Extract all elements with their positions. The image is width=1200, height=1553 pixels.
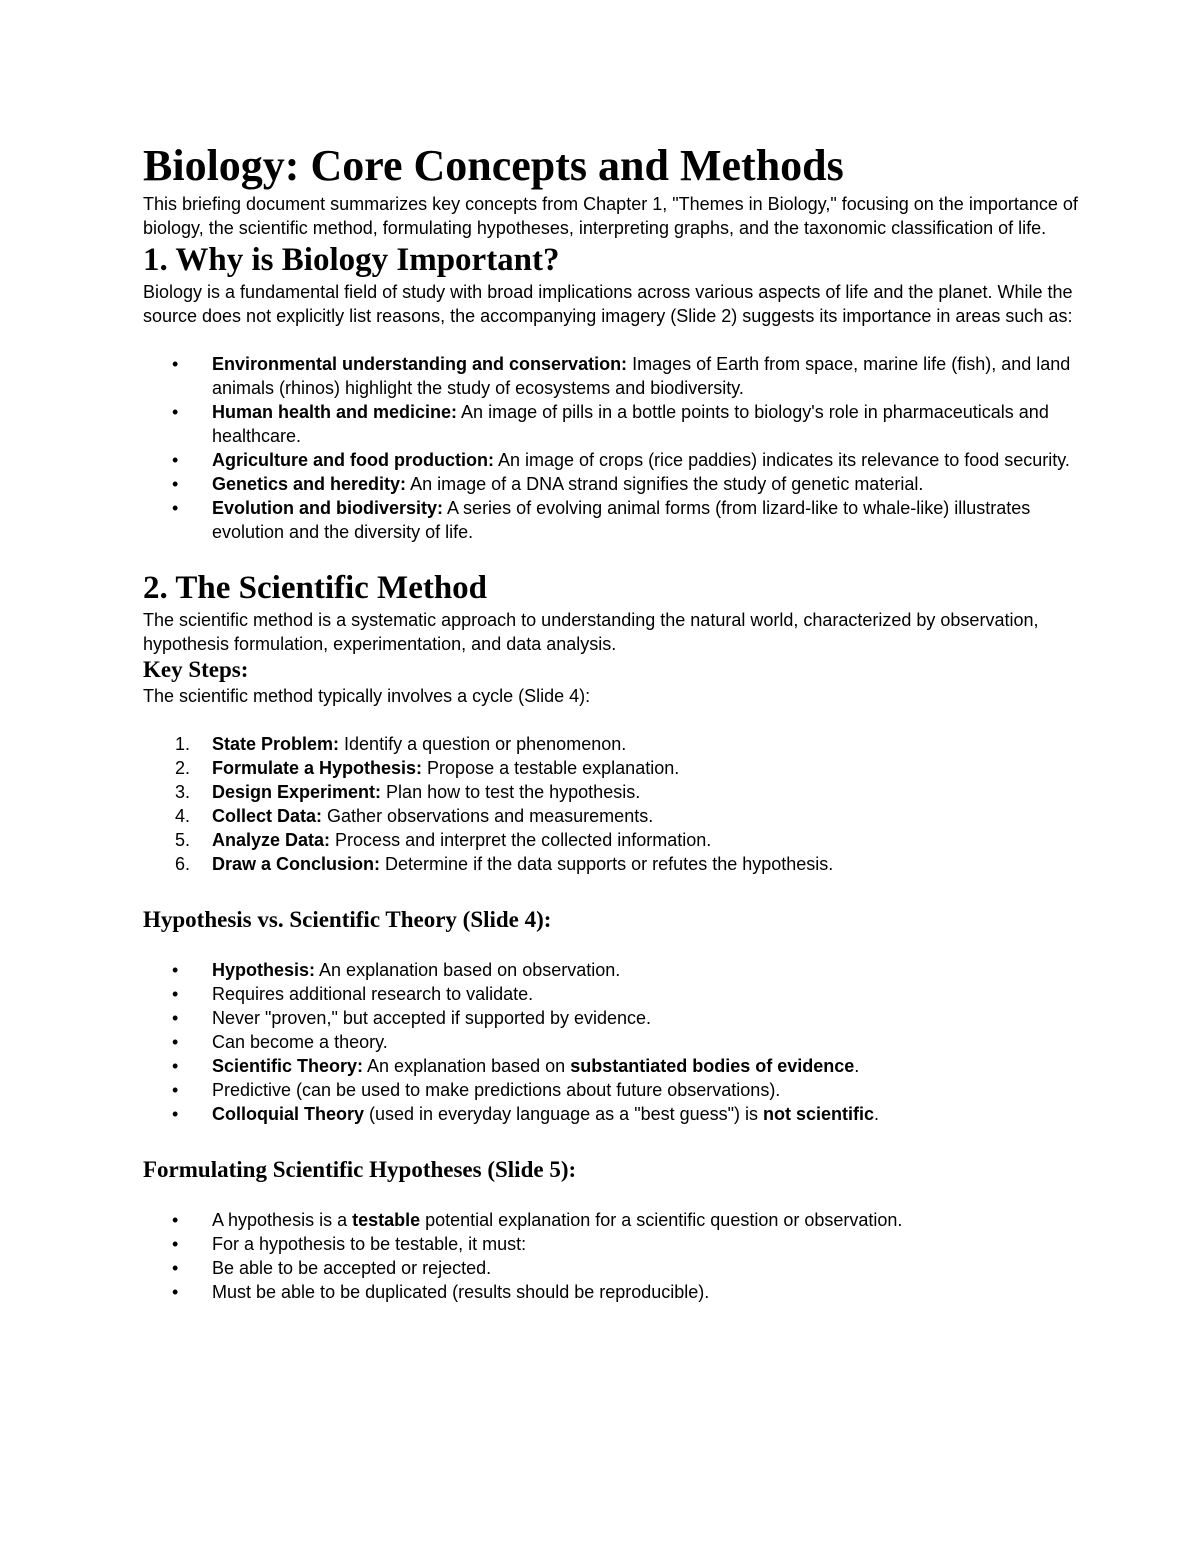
list-item: 1. State Problem: Identify a question or phenomenon. [175,734,627,754]
list-item: 2. Formulate a Hypothesis: Propose a testable explanation. [175,758,680,778]
section-2-body: The scientific method is a systematic approach to understanding the natural world, characterized by observation, hypothesis formulation, experimentation, and data analysis. [143,610,1039,654]
section-1-heading: 1. Why is Biology Important? [143,242,560,278]
list-item: 5. Analyze Data: Process and interpret the collected information. [175,830,712,850]
list-item: • A hypothesis is a testable potential explanation for a scientific question or observation. [172,1210,903,1230]
bullet-icon: • [172,1032,179,1052]
list-item: 4. Collect Data: Gather observations and measurements. [175,806,654,826]
bullet-icon: • [172,960,179,980]
list-item: 3. Design Experiment: Plan how to test the hypothesis. [175,782,641,802]
key-steps-intro: The scientific method typically involves a cycle (Slide 4): [143,686,591,706]
list-item: 6. Draw a Conclusion: Determine if the data supports or refutes the hypothesis. [175,854,834,874]
section-1-body: Biology is a fundamental field of study with broad implications across various aspects of life and the planet. While the source does not explicitly list reasons, the accompanying imagery (Slide 2) suggests its importance in areas such as: [143,282,1073,326]
list-item: • Scientific Theory: An explanation based on substantiated bodies of evidence. [172,1056,860,1076]
bullet-icon: • [172,402,179,422]
bullet-icon: • [172,498,179,518]
bullet-icon: • [172,1056,179,1076]
bullet-icon: • [172,1282,179,1302]
list-item: • Evolution and biodiversity: A series of evolving animal forms (from lizard-like to whale-like) illustrates evolution and the diversity of life. [172,498,1031,542]
document-title: Biology: Core Concepts and Methods [143,141,844,190]
bullet-icon: • [172,1210,179,1230]
hypothesis-vs-theory-list [143,958,1083,1126]
bullet-icon: • [172,1234,179,1254]
bullet-icon: • [172,474,179,494]
formulating-hypotheses-heading: Formulating Scientific Hypotheses (Slide 5): [143,1157,577,1182]
list-item: • For a hypothesis to be testable, it must: [172,1234,527,1254]
formulating-hypotheses-list [143,1208,1083,1304]
list-item: • Colloquial Theory (used in everyday language as a "best guess") is not scientific. [172,1104,880,1124]
list-item: • Never "proven," but accepted if supported by evidence. [172,1008,652,1028]
key-steps-heading: Key Steps: [143,657,249,682]
list-item: • Genetics and heredity: An image of a DNA strand signifies the study of genetic material. [172,474,924,494]
importance-list [143,352,1083,544]
list-item: • Requires additional research to validate. [172,984,534,1004]
list-item: • Predictive (can be used to make predictions about future observations). [172,1080,781,1100]
bullet-icon: • [172,1008,179,1028]
intro-paragraph: This briefing document summarizes key concepts from Chapter 1, "Themes in Biology," focusing on the importance of biology, the scientific method, formulating hypotheses, interpreting graphs, and the taxonomic classification of life. [143,194,1078,238]
bullet-icon: • [172,450,179,470]
list-item: • Agriculture and food production: An image of crops (rice paddies) indicates its relevance to food security. [172,450,1070,470]
list-item: • Can become a theory. [172,1032,388,1052]
bullet-icon: • [172,984,179,1004]
hypothesis-vs-theory-heading: Hypothesis vs. Scientific Theory (Slide 4): [143,907,552,932]
list-item: • Be able to be accepted or rejected. [172,1258,492,1278]
list-item: • Hypothesis: An explanation based on observation. [172,960,621,980]
bullet-icon: • [172,1258,179,1278]
list-item: • Environmental understanding and conservation: Images of Earth from space, marine life (fish), and land animals (rhinos) highlight the study of ecosystems and biodiversity. [172,354,1071,398]
list-item: • Must be able to be duplicated (results should be reproducible). [172,1282,710,1302]
bullet-icon: • [172,1104,179,1124]
bullet-icon: • [172,1080,179,1100]
section-2-heading: 2. The Scientific Method [143,570,488,606]
list-item: • Human health and medicine: An image of pills in a bottle points to biology's role in pharmaceuticals and healthcare. [172,402,1049,446]
bullet-icon: • [172,354,179,374]
steps-list [143,732,1083,876]
document-page [143,140,1083,1304]
